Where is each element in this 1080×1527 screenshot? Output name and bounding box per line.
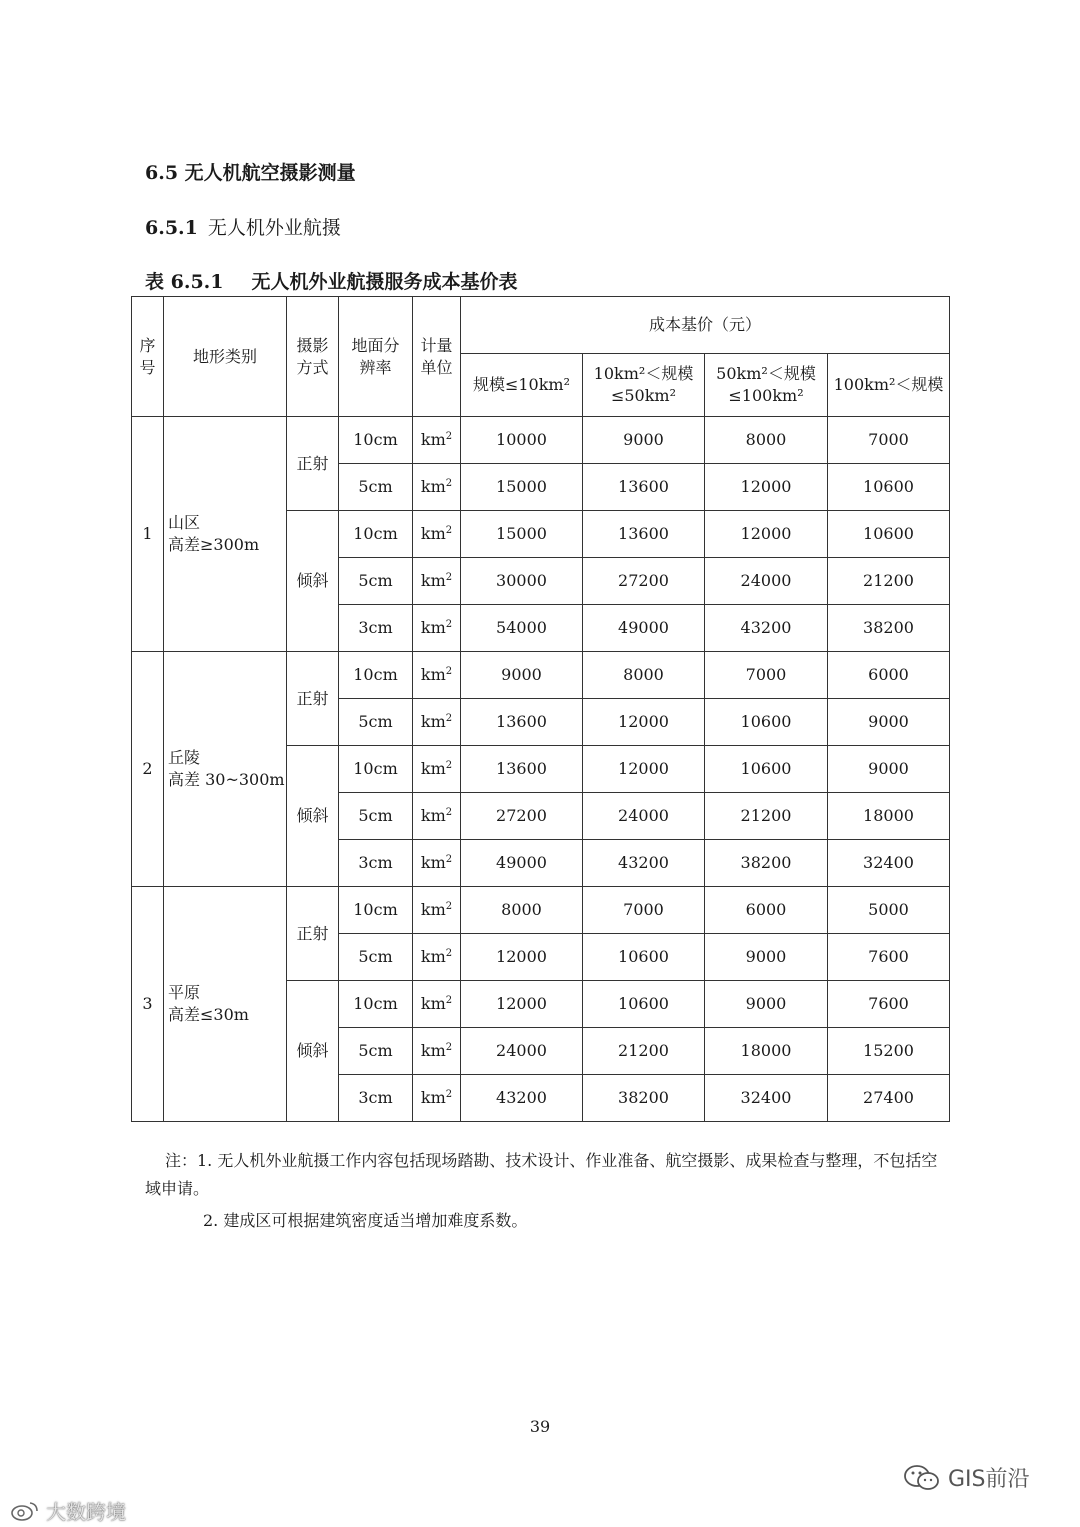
terrain-range: 高差≥300m <box>168 535 260 554</box>
cell-unit <box>413 464 461 511</box>
cell-resolution: 5cm <box>339 934 413 981</box>
cell-price: 9000 <box>583 417 705 464</box>
unit-superscript: 2 <box>445 666 453 678</box>
cell-unit <box>413 887 461 934</box>
cell-resolution: 10cm <box>339 652 413 699</box>
watermark-left <box>10 1496 126 1525</box>
watermark-left-text: 大数跨境 <box>46 1500 126 1524</box>
unit-superscript: 2 <box>445 854 453 866</box>
cell-price: 43200 <box>461 1075 583 1122</box>
table-row <box>132 417 950 464</box>
cell-seq: 1 <box>132 417 164 652</box>
unit-superscript: 2 <box>445 948 453 960</box>
cell-price: 10600 <box>705 699 828 746</box>
cell-price: 18000 <box>705 1028 828 1075</box>
unit-superscript: 2 <box>445 431 453 443</box>
cell-price: 9000 <box>828 746 950 793</box>
cell-price: 54000 <box>461 605 583 652</box>
cell-unit <box>413 699 461 746</box>
watermark-right <box>902 1462 1030 1493</box>
cell-price: 12000 <box>583 746 705 793</box>
cell-price: 49000 <box>461 840 583 887</box>
section-heading: 6.5 无人机航空摄影测量 <box>145 162 356 184</box>
unit-base: km <box>420 853 446 873</box>
cell-terrain <box>164 652 287 887</box>
cell-price: 10600 <box>828 464 950 511</box>
unit-superscript: 2 <box>445 760 453 772</box>
cell-price: 13600 <box>583 464 705 511</box>
cell-price: 13600 <box>461 746 583 793</box>
cell-seq: 3 <box>132 887 164 1122</box>
cell-unit <box>413 1075 461 1122</box>
cell-method: 倾斜 <box>287 981 339 1122</box>
terrain-range: 高差≤30m <box>168 1005 249 1024</box>
cell-unit <box>413 1028 461 1075</box>
cell-price: 32400 <box>705 1075 828 1122</box>
cell-price: 9000 <box>705 981 828 1028</box>
cell-price: 10600 <box>583 981 705 1028</box>
cell-price: 7600 <box>828 981 950 1028</box>
header-scale-2: 10km²＜规模≤50km² <box>583 354 705 417</box>
cell-resolution: 10cm <box>339 511 413 558</box>
unit-superscript: 2 <box>445 525 453 537</box>
unit-base: km <box>420 571 446 591</box>
cell-price: 27200 <box>583 558 705 605</box>
cell-price: 21200 <box>828 558 950 605</box>
unit-base: km <box>420 430 446 450</box>
terrain-name: 丘陵 <box>168 748 201 768</box>
cell-price: 38200 <box>828 605 950 652</box>
unit-superscript: 2 <box>445 713 453 725</box>
cell-resolution: 10cm <box>339 887 413 934</box>
watermark-right-text: GIS前沿 <box>948 1467 1030 1492</box>
cell-unit <box>413 558 461 605</box>
cell-resolution: 3cm <box>339 840 413 887</box>
cell-price: 38200 <box>705 840 828 887</box>
cell-price: 27400 <box>828 1075 950 1122</box>
note-1 <box>145 1147 945 1203</box>
cell-method: 倾斜 <box>287 511 339 652</box>
cell-price: 10000 <box>461 417 583 464</box>
unit-base: km <box>420 524 446 544</box>
cell-unit <box>413 511 461 558</box>
cell-price: 9000 <box>828 699 950 746</box>
cell-price: 38200 <box>583 1075 705 1122</box>
header-cost: 成本基价（元） <box>461 297 950 354</box>
page-number: 39 <box>529 1417 551 1436</box>
subsection-heading <box>145 213 341 240</box>
unit-superscript: 2 <box>445 1089 453 1101</box>
cell-price: 27200 <box>461 793 583 840</box>
terrain-range: 高差 30~300m <box>168 770 285 789</box>
cell-price: 6000 <box>705 887 828 934</box>
cell-price: 30000 <box>461 558 583 605</box>
unit-superscript: 2 <box>445 1042 453 1054</box>
cell-seq: 2 <box>132 652 164 887</box>
cell-price: 10600 <box>705 746 828 793</box>
table-row <box>132 887 950 934</box>
header-seq: 序号 <box>132 297 164 417</box>
cell-unit <box>413 981 461 1028</box>
cell-price: 32400 <box>828 840 950 887</box>
header-scale-3: 50km²＜规模≤100km² <box>705 354 828 417</box>
terrain-name: 山区 <box>168 513 201 533</box>
cell-resolution: 5cm <box>339 464 413 511</box>
cell-price: 5000 <box>828 887 950 934</box>
cell-price: 43200 <box>705 605 828 652</box>
cell-unit <box>413 746 461 793</box>
unit-base: km <box>420 712 446 732</box>
cell-resolution: 5cm <box>339 558 413 605</box>
cell-price: 24000 <box>705 558 828 605</box>
cell-method: 正射 <box>287 887 339 981</box>
unit-base: km <box>420 1088 446 1108</box>
cell-terrain <box>164 887 287 1122</box>
unit-superscript: 2 <box>445 807 453 819</box>
cell-resolution: 10cm <box>339 417 413 464</box>
table-row <box>132 652 950 699</box>
cell-price: 6000 <box>828 652 950 699</box>
cell-price: 43200 <box>583 840 705 887</box>
cell-price: 21200 <box>705 793 828 840</box>
header-resolution: 地面分辨率 <box>339 297 413 417</box>
cell-price: 12000 <box>705 511 828 558</box>
cell-unit <box>413 793 461 840</box>
cell-price: 9000 <box>705 934 828 981</box>
cell-resolution: 5cm <box>339 1028 413 1075</box>
cost-price-table <box>131 296 950 1122</box>
header-unit: 计量单位 <box>413 297 461 417</box>
note-1-text: 注：1. 无人机外业航摄工作内容包括现场踏勘、技术设计、作业准备、航空摄影、成果检查与整理，不包括空域申请。 <box>145 1151 938 1198</box>
table-caption-title: 无人机外业航摄服务成本基价表 <box>251 271 518 293</box>
cell-unit <box>413 417 461 464</box>
table-caption <box>145 267 518 294</box>
wechat-icon <box>902 1463 942 1493</box>
cell-price: 21200 <box>583 1028 705 1075</box>
header-scale-1: 规模≤10km² <box>461 354 583 417</box>
cell-resolution: 10cm <box>339 981 413 1028</box>
cell-price: 13600 <box>461 699 583 746</box>
unit-base: km <box>420 1041 446 1061</box>
cell-price: 49000 <box>583 605 705 652</box>
unit-base: km <box>420 665 446 685</box>
cell-price: 18000 <box>828 793 950 840</box>
unit-base: km <box>420 994 446 1014</box>
unit-base: km <box>420 806 446 826</box>
cell-price: 10600 <box>828 511 950 558</box>
cell-resolution: 10cm <box>339 746 413 793</box>
cell-price: 7000 <box>828 417 950 464</box>
cell-price: 8000 <box>583 652 705 699</box>
cell-price: 12000 <box>583 699 705 746</box>
cell-terrain <box>164 417 287 652</box>
cell-unit <box>413 934 461 981</box>
unit-superscript: 2 <box>445 619 453 631</box>
header-scale-4: 100km²＜规模 <box>828 354 950 417</box>
cell-resolution: 3cm <box>339 1075 413 1122</box>
cell-price: 12000 <box>705 464 828 511</box>
cell-price: 7000 <box>583 887 705 934</box>
weibo-icon <box>10 1500 40 1522</box>
unit-base: km <box>420 900 446 920</box>
cell-price: 24000 <box>461 1028 583 1075</box>
table-caption-number: 表 6.5.1 <box>145 271 224 293</box>
cell-unit <box>413 652 461 699</box>
cell-price: 15200 <box>828 1028 950 1075</box>
cell-price: 12000 <box>461 981 583 1028</box>
cell-price: 15000 <box>461 511 583 558</box>
terrain-name: 平原 <box>168 983 201 1003</box>
cell-method: 倾斜 <box>287 746 339 887</box>
unit-base: km <box>420 618 446 638</box>
cell-resolution: 5cm <box>339 699 413 746</box>
cell-price: 9000 <box>461 652 583 699</box>
cell-price: 8000 <box>461 887 583 934</box>
cell-resolution: 5cm <box>339 793 413 840</box>
unit-superscript: 2 <box>445 478 453 490</box>
note-2: 2. 建成区可根据建筑密度适当增加难度系数。 <box>203 1211 528 1230</box>
cell-price: 24000 <box>583 793 705 840</box>
header-method: 摄影方式 <box>287 297 339 417</box>
cell-unit <box>413 840 461 887</box>
cell-method: 正射 <box>287 417 339 511</box>
cell-price: 7600 <box>828 934 950 981</box>
unit-superscript: 2 <box>445 995 453 1007</box>
subsection-number: 6.5.1 <box>145 217 198 239</box>
cell-price: 8000 <box>705 417 828 464</box>
unit-superscript: 2 <box>445 901 453 913</box>
header-terrain: 地形类别 <box>164 297 287 417</box>
cell-price: 13600 <box>583 511 705 558</box>
cell-price: 10600 <box>583 934 705 981</box>
cell-price: 15000 <box>461 464 583 511</box>
unit-superscript: 2 <box>445 572 453 584</box>
cell-price: 7000 <box>705 652 828 699</box>
unit-base: km <box>420 759 446 779</box>
cell-price: 12000 <box>461 934 583 981</box>
unit-base: km <box>420 477 446 497</box>
subsection-title: 无人机外业航摄 <box>207 217 341 239</box>
cell-resolution: 3cm <box>339 605 413 652</box>
unit-base: km <box>420 947 446 967</box>
cell-unit <box>413 605 461 652</box>
cell-method: 正射 <box>287 652 339 746</box>
